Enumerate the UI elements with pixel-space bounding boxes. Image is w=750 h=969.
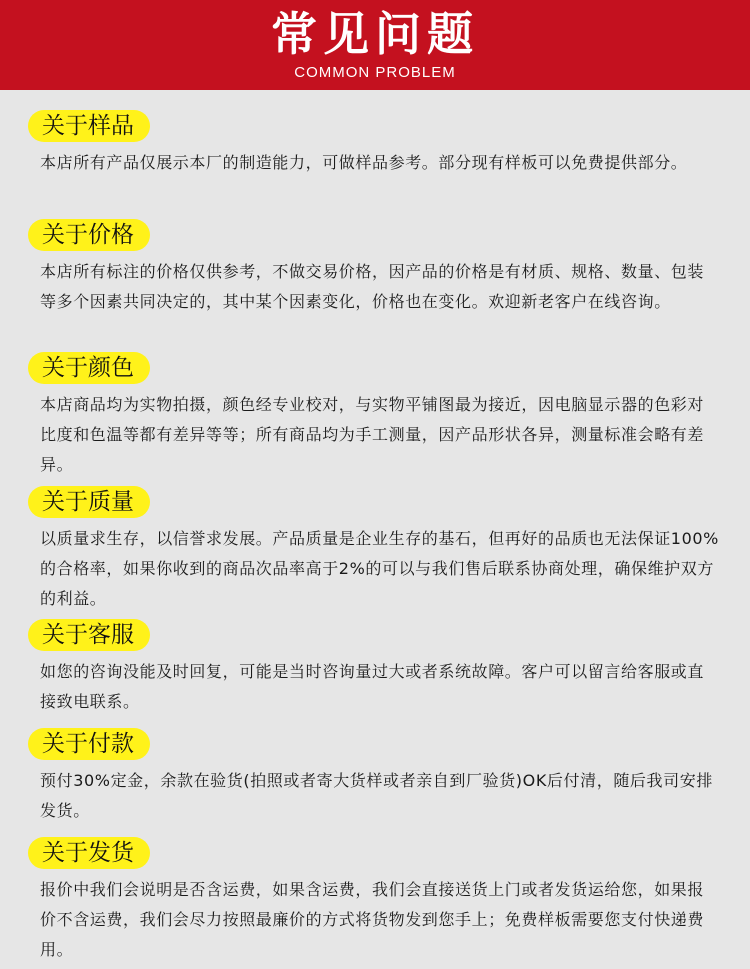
faq-section-color (0, 352, 750, 486)
section-body: 本店所有标注的价格仅供参考，不做交易价格，因产品的价格是有材质、规格、数量、包装等多个因素共同决定的，其中某个因素变化，价格也在变化。欢迎新老客户在线咨询。 (40, 262, 705, 311)
section-body: 报价中我们会说明是否含运费，如果含运费，我们会直接送货上门或者发货运给您，如果报价不含运费，我们会尽力按照最廉价的方式将货物发到您手上；免费样板需要您支付快递费用。 (40, 880, 705, 959)
faq-section-service (0, 619, 750, 728)
faq-section-shipping (0, 837, 750, 969)
faq-list (0, 110, 750, 969)
section-body: 本店商品均为实物拍摄，颜色经专业校对，与实物平铺图最为接近，因电脑显示器的色彩对比度和色温等都有差异等等；所有商品均为手工测量，因产品形状各异，测量标准会略有差异。 (40, 395, 705, 474)
section-body: 预付30%定金，余款在验货(拍照或者寄大货样或者亲自到厂验货)OK后付清，随后我司安排发货。 (40, 771, 713, 820)
section-body: 本店所有产品仅展示本厂的制造能力，可做样品参考。部分现有样板可以免费提供部分。 (40, 153, 688, 172)
faq-section-price (0, 219, 750, 352)
header-banner (0, 0, 750, 90)
page-title: 常见问题 (271, 7, 479, 61)
section-title: 关于颜色 (28, 352, 150, 384)
section-title: 关于价格 (28, 219, 150, 251)
section-title: 关于付款 (28, 728, 150, 760)
section-title: 关于客服 (28, 619, 150, 651)
section-body: 如您的咨询没能及时回复，可能是当时咨询量过大或者系统故障。客户可以留言给客服或直接致电联系。 (40, 662, 705, 711)
faq-section-quality (0, 486, 750, 619)
faq-section-payment (0, 728, 750, 837)
faq-section-samples (0, 110, 750, 219)
section-body: 以质量求生存，以信誉求发展。产品质量是企业生存的基石，但再好的品质也无法保证100%的合格率，如果你收到的商品次品率高于2%的可以与我们售后联系协商处理，确保维护双方的利益。 (40, 529, 719, 608)
page-subtitle: COMMON PROBLEM (294, 64, 456, 81)
section-title: 关于发货 (28, 837, 150, 869)
section-title: 关于样品 (28, 110, 150, 142)
section-title: 关于质量 (28, 486, 150, 518)
